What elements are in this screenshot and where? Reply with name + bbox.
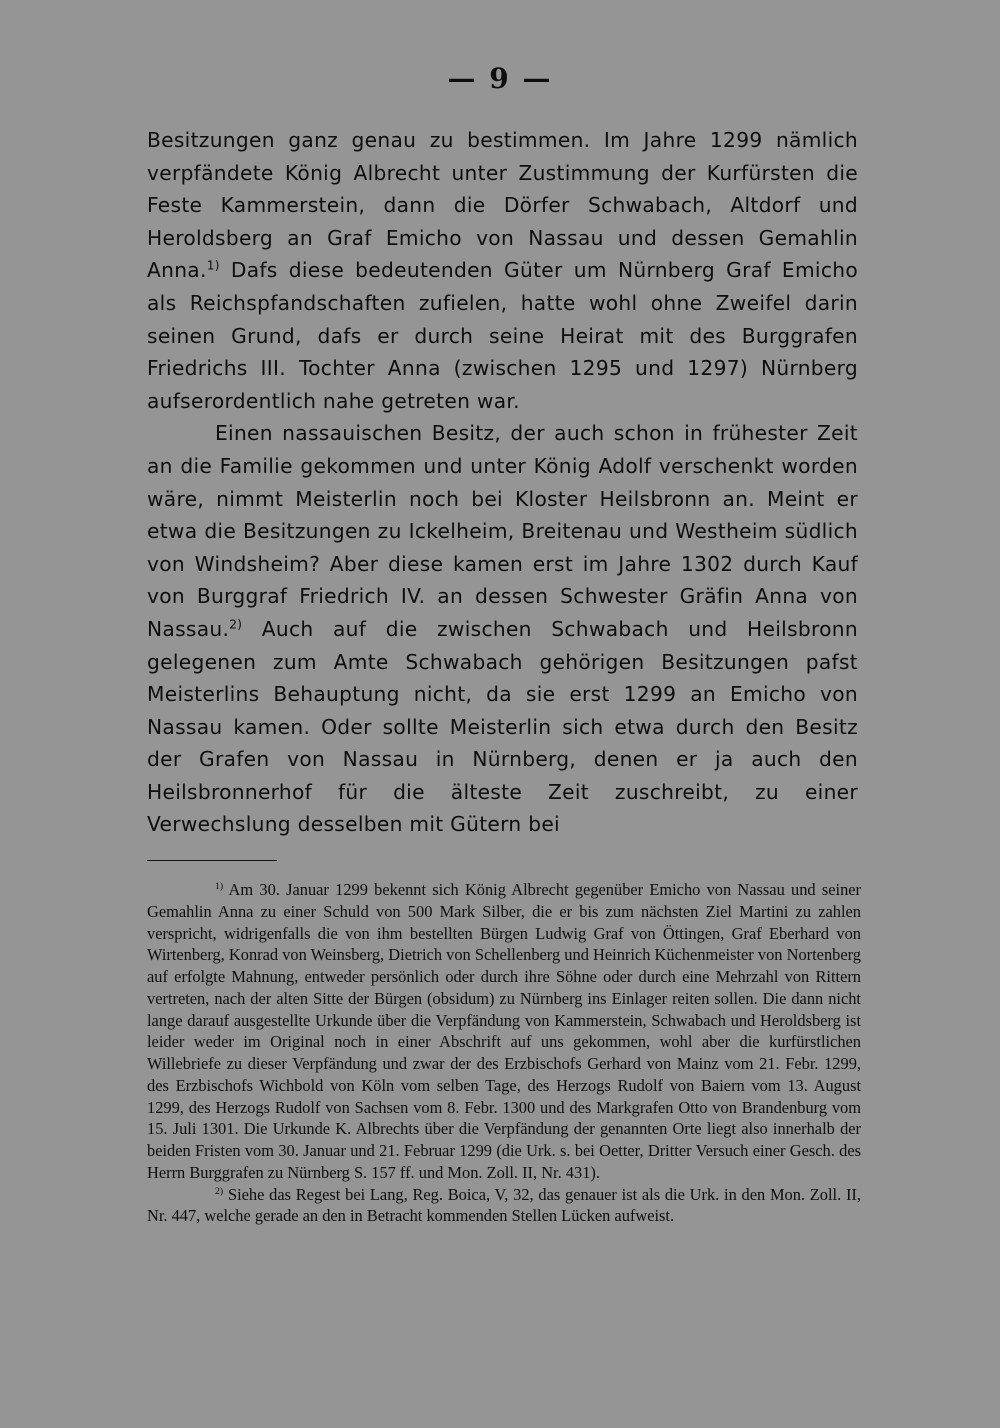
body-paragraph-1 (147, 124, 858, 417)
page-number: — 9 — (447, 62, 553, 95)
footnote-2 (147, 1184, 861, 1228)
footnote-1-text: Am 30. Januar 1299 bekennt sich König Albrecht gegenüber Emicho von Nassau und seiner Gemahlin Anna zu einer Schuld von 500 Mark Silber, die er bis zum nächsten Ziel Martini zu zahlen verspricht, widrigenfalls die von ihm bestellten Bürgen Ludwig Graf von Öttingen, Graf Eberhard von Wirtenberg, Konrad von Weinsberg, Dietrich von Schellenberg und Heinrich Küchenmeister von Nortenberg auf erfolgte Mahnung, entweder persönlich oder durch ihre Söhne oder durch eine Mehrzahl von Rittern vertreten, nach der alten Sitte der Bürgen (obsidum) zu Nürnberg ins Einlager reiten sollen. Die dann nicht lange darauf ausgestellte Urkunde über die Verpfändung von Kammerstein, Schwabach und Heroldsberg ist leider weder im Original noch in einer Abschrift auf uns gekommen, wohl aber die kurfürstlichen Willebriefe zu dieser Verpfändung und zwar der des Erzbischofs Gerhard von Mainz vom 21. Febr. 1299, des Erzbischofs Wichbold von Köln vom selben Tage, des Herzogs Rudolf von Baiern vom 13. August 1299, des Herzogs Rudolf von Sachsen vom 8. Febr. 1300 und des Markgrafen Otto von Brandenburg vom 15. Juli 1301. Die Urkunde K. Albrechts über die Verpfändung der genannten Orte liegt also innerhalb der beiden Fristen vom 30. Januar und 21. Februar 1299 (die Urk. s. bei Oetter, Dritter Versuch einer Gesch. des Herrn Burggrafen zu Nürnberg S. 157 ff. und Mon. Zoll. II, Nr. 431). (147, 880, 861, 1182)
footnote-1 (147, 879, 861, 1184)
paragraph-2-text-b: Auch auf die zwischen Schwabach und Heilsbronn gelegenen zum Amte Schwabach gehörigen Besitzungen pafst Meisterlins Behauptung nicht, da sie erst 1299 an Emicho von Nassau kamen. Oder sollte Meisterlin sich etwa durch den Besitz der Grafen von Nassau in Nürnberg, denen er ja auch den Heilsbronnerhof für die älteste Zeit zuschreibt, zu einer Verwechslung desselben mit Gütern bei (147, 616, 858, 837)
paragraph-1-text-a: Besitzungen ganz genau zu bestimmen. Im Jahre 1299 nämlich verpfändete König Albrecht unter Zustimmung der Kurfürsten die Feste Kammerstein, dann die Dörfer Schwabach, Altdorf und Heroldsberg an Graf Emicho von Nassau und dessen Gemahlin Anna. (147, 128, 858, 283)
paragraph-2-text-a: Einen nassauischen Besitz, der auch schon in frühester Zeit an die Familie gekommen und unter König Adolf verschenkt worden wäre, nimmt Meisterlin noch bei Kloster Heilsbronn an. Meint er etwa die Besitzungen zu Ickelheim, Breitenau und Westheim südlich von Windsheim? Aber diese kamen erst im Jahre 1302 durch Kauf von Burggraf Friedrich IV. an dessen Schwester Gräfin Anna von Nassau. (147, 421, 858, 641)
footnote-ref-1: 1) (206, 259, 220, 274)
body-paragraph-2 (147, 417, 858, 841)
body-text (147, 124, 858, 841)
paragraph-1-text-b: Dafs diese bedeutenden Güter um Nürnberg Graf Emicho als Reichspfandschaften zufielen, hatte wohl ohne Zweifel darin seinen Grund, dafs er durch seine Heirat mit des Burggrafen Friedrichs III. Tochter Anna (zwischen 1295 und 1297) Nürnberg aufserordentlich nahe getreten war. (147, 258, 858, 413)
footnotes (147, 879, 861, 1227)
footnote-separator-rule (147, 860, 277, 861)
footnote-2-marker: 2) (215, 1185, 224, 1197)
footnote-1-marker: 1) (215, 881, 224, 893)
footnote-ref-2: 2) (229, 617, 243, 632)
footnote-2-text: Siehe das Regest bei Lang, Reg. Boica, V, 32, das genauer ist als die Urk. in den Mon. Zoll. II, Nr. 447, welche gerade an den in Betracht kommenden Stellen Lücken aufweist. (147, 1184, 861, 1226)
